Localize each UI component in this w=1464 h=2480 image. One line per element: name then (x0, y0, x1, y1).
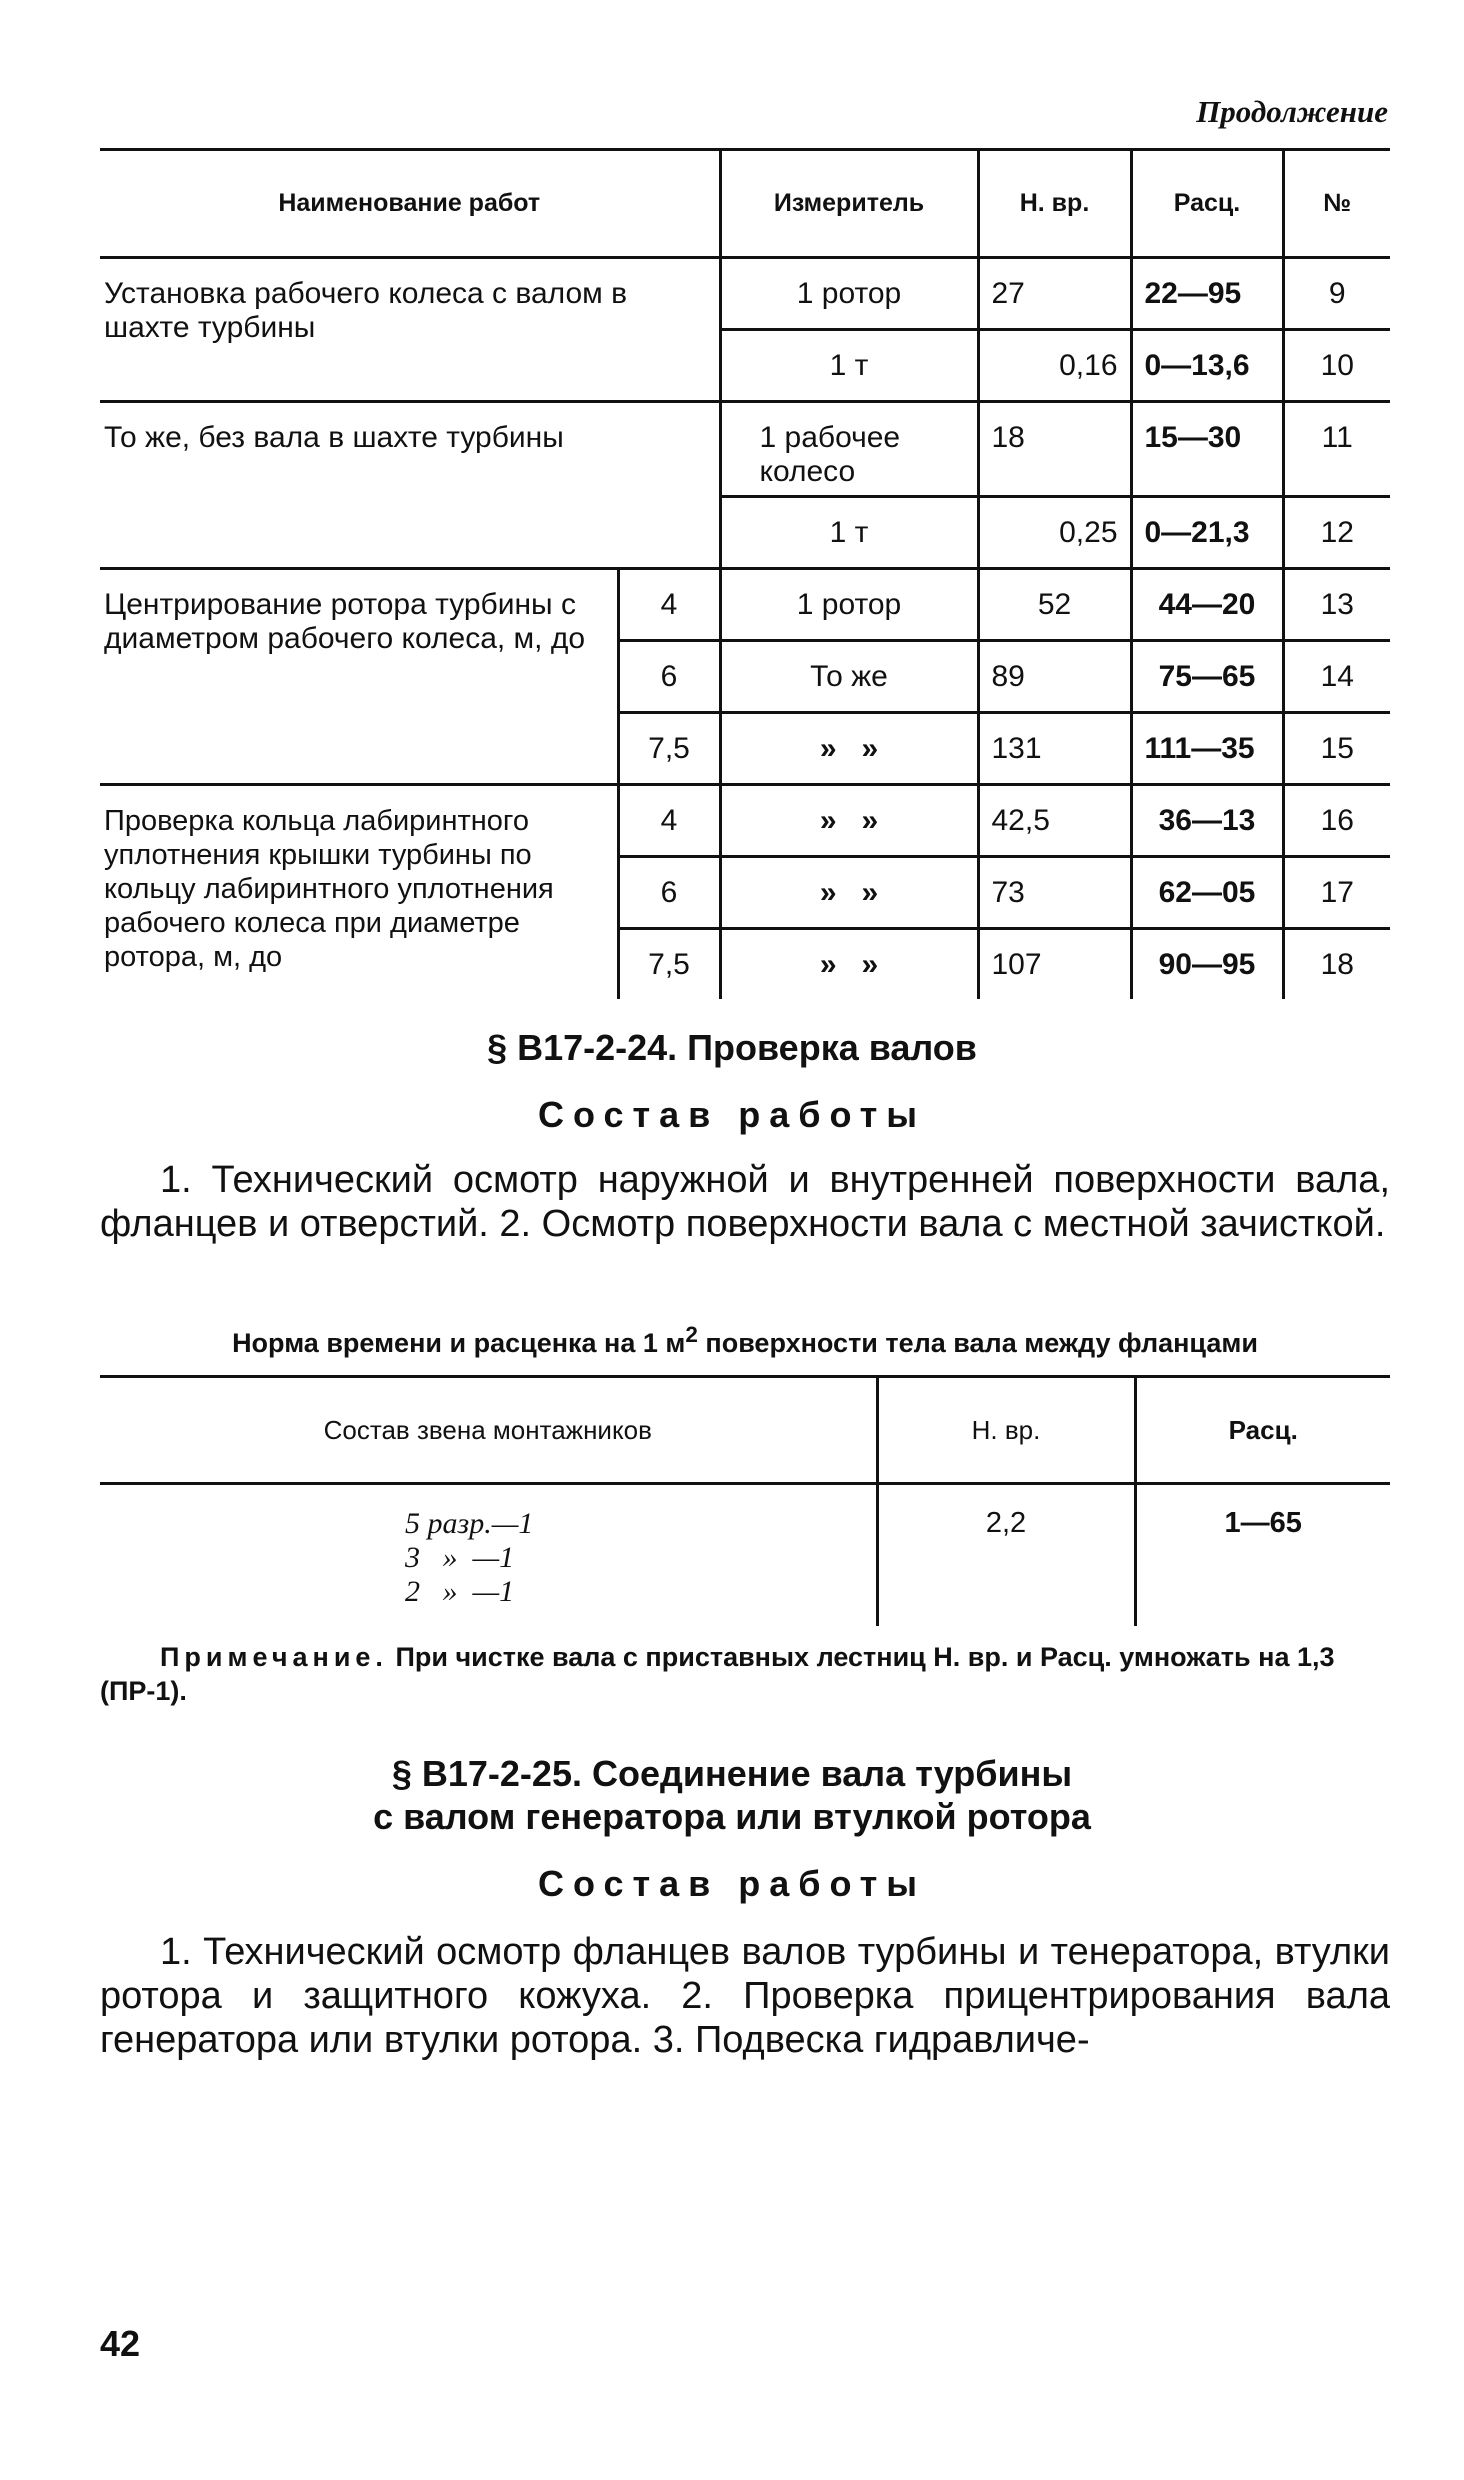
cost-cell: 36—13 (1131, 785, 1283, 857)
caption-tail: поверхности тела вала между фланцами (697, 1328, 1258, 1358)
table-row (100, 785, 1390, 857)
section-24-text: 1. Технический осмотр наружной и внутренней поверхности вала, фланцев и отверстий. 2. Осмотр поверхности вала с местной зачисткой. (100, 1159, 1390, 1245)
section-24-title: § В17-2-24. Проверка валов (487, 1027, 977, 1068)
work-name: То же, без вала в шахте турбины (100, 402, 720, 569)
cost-cell: 111—35 (1131, 713, 1283, 785)
unit-cell: » » (720, 785, 978, 857)
work-norms-table (100, 148, 1390, 999)
unit-cell: » » (720, 857, 978, 929)
diameter-cell: 7,5 (618, 929, 720, 1000)
time-cell: 107 (978, 929, 1131, 1000)
page-number: 42 (100, 2323, 141, 2364)
section-24-subtitle: Состав работы (537, 1094, 927, 1135)
crew-line: 5 разр.—1 (405, 1507, 534, 1540)
header-cost: Расц. (1131, 150, 1283, 258)
header-time: Н. вр. (877, 1377, 1135, 1484)
section-25-text: 1. Технический осмотр фланцев валов турбины и тенератора, втулки ротора и защитного кожуха. 2. Проверка прицентрирования вала генератора или втулки ротора. 3. Подвеска гидравличе- (100, 1931, 1390, 2061)
caption-superscript: 2 (685, 1322, 698, 1347)
header-crew: Состав звена монтажников (100, 1377, 877, 1484)
unit-cell: 1 т (720, 497, 978, 569)
crew-line: 3 » —1 (405, 1541, 515, 1574)
cost-cell: 90—95 (1131, 929, 1283, 1000)
time-cell: 131 (978, 713, 1131, 785)
no-cell: 17 (1283, 857, 1390, 929)
continuation-label: Продолжение (1196, 94, 1388, 129)
diameter-cell: 4 (618, 569, 720, 641)
work-name: Центрирование ротора турбины с диаметром рабочего колеса, м, до (100, 569, 618, 785)
no-cell: 12 (1283, 497, 1390, 569)
cost-cell: 75—65 (1131, 641, 1283, 713)
time-cell: 2,2 (877, 1484, 1135, 1627)
work-name: Проверка кольца лабиринтного уплотнения крышки турбины по кольцу лабиринтного уплотнения рабочего колеса при диаметре ротора, м, до (104, 805, 554, 973)
no-cell: 16 (1283, 785, 1390, 857)
table-row (100, 402, 1390, 497)
table-2-caption (100, 1322, 1390, 1359)
header-time: Н. вр. (978, 150, 1131, 258)
unit-cell: 1 т (720, 330, 978, 402)
unit-cell: 1 ротор (720, 258, 978, 330)
cost-cell: 22—95 (1131, 258, 1283, 330)
section-25-title-line2: с валом генератора или втулкой ротора (373, 1796, 1091, 1837)
header-cost: Расц. (1135, 1377, 1390, 1484)
time-cell: 0,25 (978, 497, 1131, 569)
time-cell: 73 (978, 857, 1131, 929)
no-cell: 10 (1283, 330, 1390, 402)
table-row (100, 569, 1390, 641)
section-25-subtitle: Состав работы (537, 1863, 927, 1904)
no-cell: 18 (1283, 929, 1390, 1000)
header-no: № (1283, 150, 1390, 258)
diameter-cell: 6 (618, 857, 720, 929)
section-25-title-line1: § В17-2-25. Соединение вала турбины (391, 1753, 1073, 1794)
no-cell: 14 (1283, 641, 1390, 713)
note-label: Примечание. (160, 1642, 388, 1672)
diameter-cell: 7,5 (618, 713, 720, 785)
no-cell: 11 (1283, 402, 1390, 497)
cost-cell: 44—20 (1131, 569, 1283, 641)
unit-cell: 1 рабочее колесо (720, 402, 978, 497)
cost-cell: 1—65 (1135, 1484, 1390, 1627)
table-row (100, 1484, 1390, 1627)
time-cell: 89 (978, 641, 1131, 713)
unit-cell: » » (720, 929, 978, 1000)
unit-cell: » » (720, 713, 978, 785)
header-unit: Измеритель (720, 150, 978, 258)
crew-norms-table (100, 1375, 1390, 1626)
no-cell: 13 (1283, 569, 1390, 641)
crew-cell (100, 1484, 877, 1627)
work-name: Установка рабочего колеса с валом в шахте турбины (100, 258, 720, 402)
cost-cell: 0—21,3 (1131, 497, 1283, 569)
cost-cell: 15—30 (1131, 402, 1283, 497)
no-cell: 15 (1283, 713, 1390, 785)
note-text: При чистке вала с приставных лестниц Н. вр. и Расц. умножать на 1,3 (ПР-1). (100, 1642, 1335, 1706)
diameter-cell: 6 (618, 641, 720, 713)
table-row (100, 258, 1390, 330)
caption-main: Норма времени и расценка на 1 м (232, 1328, 686, 1358)
unit-cell: То же (720, 641, 978, 713)
time-cell: 52 (978, 569, 1131, 641)
table-header-row (100, 150, 1390, 258)
header-name: Наименование работ (100, 150, 720, 258)
time-cell: 42,5 (978, 785, 1131, 857)
time-cell: 18 (978, 402, 1131, 497)
no-cell: 9 (1283, 258, 1390, 330)
cost-cell: 62—05 (1131, 857, 1283, 929)
diameter-cell: 4 (618, 785, 720, 857)
cost-cell: 0—13,6 (1131, 330, 1283, 402)
unit-cell: 1 ротор (720, 569, 978, 641)
time-cell: 0,16 (978, 330, 1131, 402)
time-cell: 27 (978, 258, 1131, 330)
table-note (100, 1640, 1390, 1708)
table-header-row (100, 1377, 1390, 1484)
crew-list (405, 1507, 875, 1609)
crew-line: 2 » —1 (405, 1575, 515, 1608)
